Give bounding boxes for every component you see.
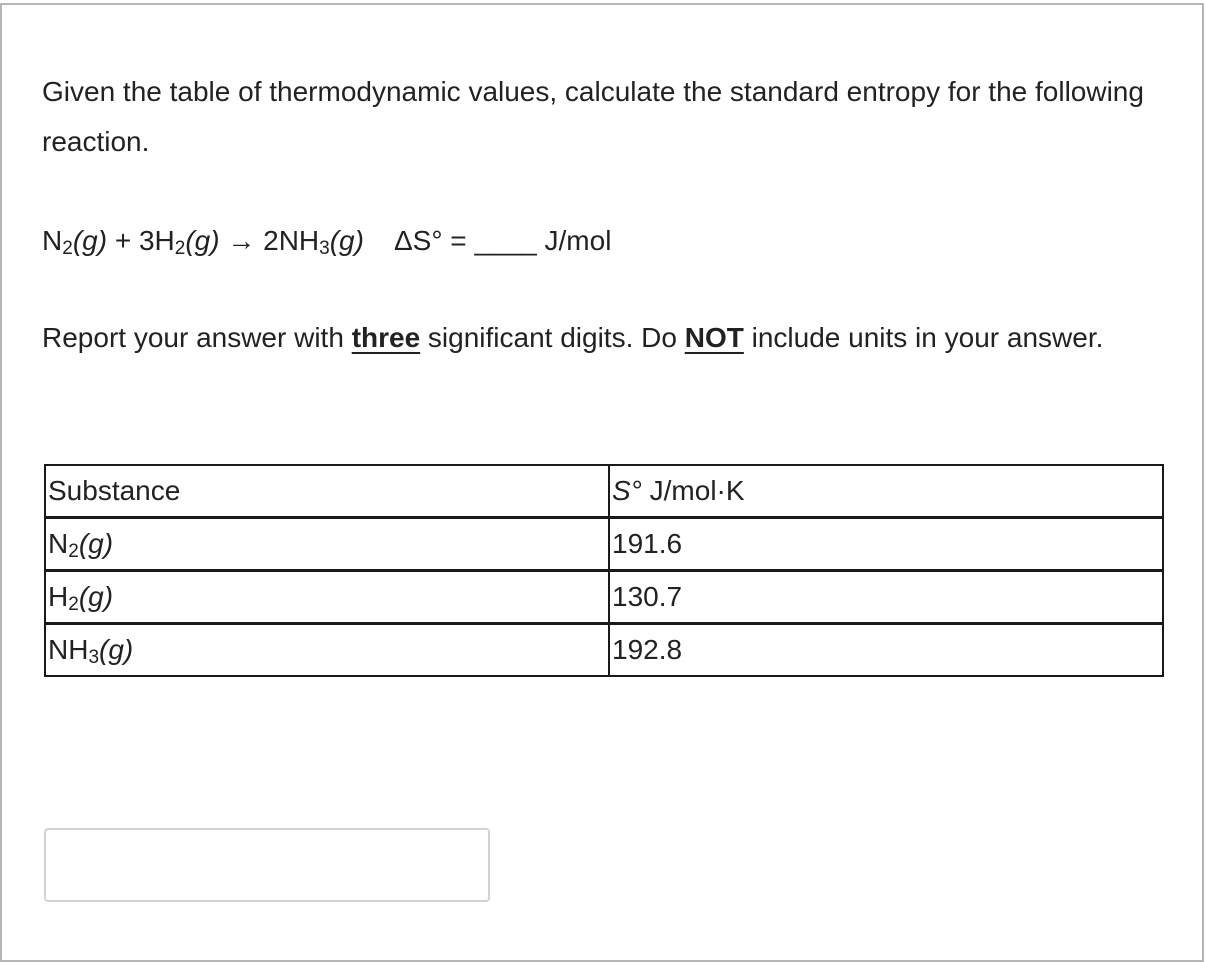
table-header-row	[45, 465, 1163, 518]
n2-state: (g)	[72, 225, 108, 256]
emphasis-not: NOT	[684, 322, 744, 353]
state: (g)	[78, 528, 114, 559]
question-prompt: Given the table of thermodynamic values, calculate the standard entropy for the following reaction.	[42, 76, 1144, 157]
entropy-value-cell: 191.6	[609, 518, 1163, 571]
entropy-value-cell: 130.7	[609, 571, 1163, 624]
plus-h2-formula: + 3H	[107, 225, 175, 256]
entropy-symbol: S°	[612, 475, 642, 506]
substance-cell	[45, 518, 609, 571]
h2-subscript: 2	[174, 238, 186, 259]
answer-input[interactable]	[44, 828, 490, 902]
formula: NH	[48, 634, 89, 665]
thermodynamic-table	[44, 464, 1164, 677]
table-row	[45, 624, 1163, 677]
formula: N	[48, 528, 69, 559]
substance-cell	[45, 624, 609, 677]
n2-formula: N	[42, 225, 63, 256]
state: (g)	[99, 634, 134, 665]
instructions-text: include units in your answer.	[743, 322, 1104, 353]
substance-cell	[45, 571, 609, 624]
entropy-unit: J/mol	[544, 225, 612, 256]
table-row	[45, 571, 1163, 624]
question-card	[0, 3, 1204, 962]
formula: H	[48, 581, 69, 612]
n2-subscript: 2	[62, 238, 73, 259]
h2-state: (g)	[185, 225, 220, 256]
table-row	[45, 518, 1163, 571]
reaction-equation	[42, 219, 611, 263]
formula-subscript: 2	[68, 541, 79, 562]
emphasis-three: three	[351, 322, 421, 353]
nh3-state: (g)	[329, 225, 364, 256]
entropy-value-cell: 192.8	[609, 624, 1163, 677]
state: (g)	[78, 581, 114, 612]
header-entropy	[609, 465, 1163, 518]
formula-subscript: 2	[68, 594, 79, 615]
entropy-change-blank: ΔS° = ____	[393, 225, 545, 256]
instructions-text: Report your answer with	[42, 322, 352, 353]
header-substance: Substance	[45, 465, 609, 518]
instructions	[42, 313, 1162, 363]
formula-subscript: 3	[88, 647, 100, 668]
entropy-unit-label: J/mol·K	[641, 475, 745, 506]
nh3-subscript: 3	[319, 238, 330, 259]
instructions-text: significant digits. Do	[420, 322, 685, 353]
arrow-nh3-formula: → 2NH	[219, 225, 320, 256]
